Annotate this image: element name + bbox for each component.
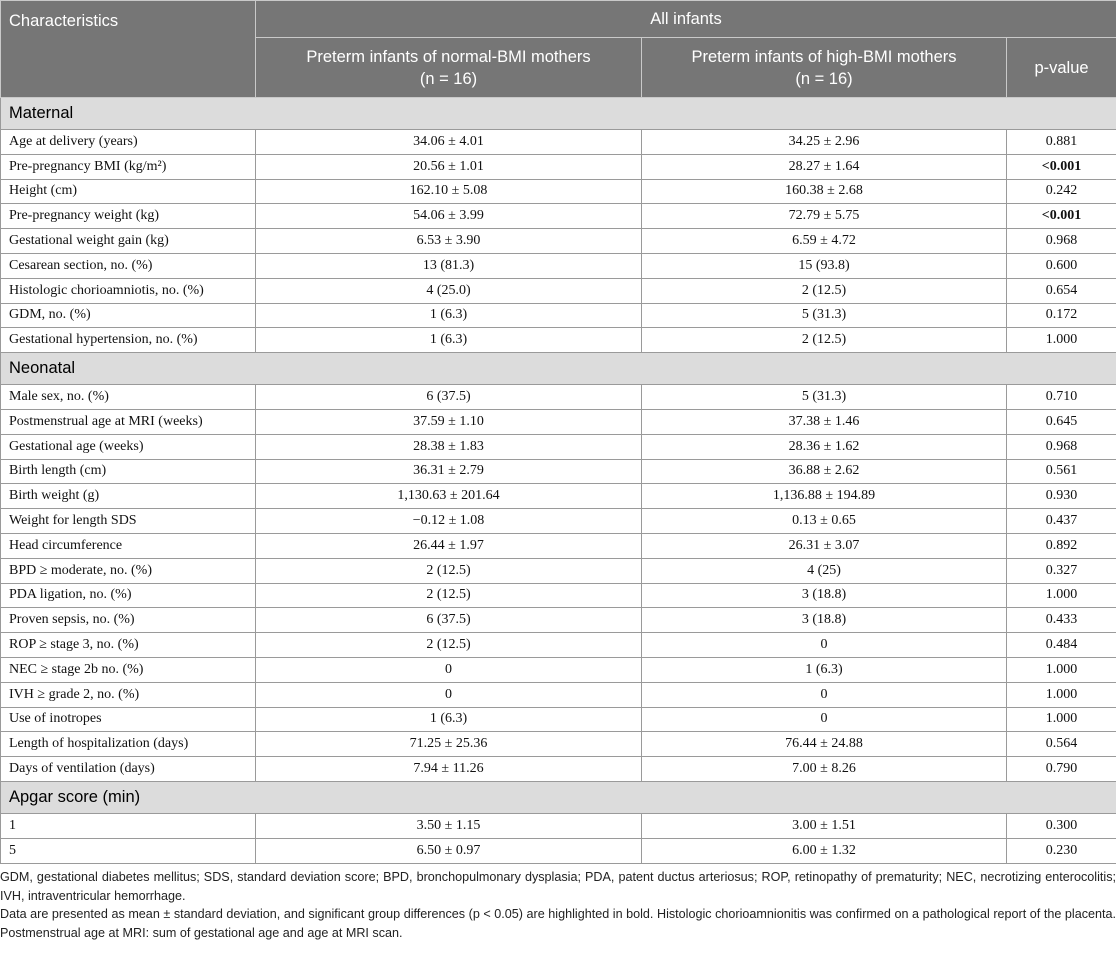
high-bmi-value: 3.00 ± 1.51 — [642, 813, 1007, 838]
p-value: 0.300 — [1007, 813, 1116, 838]
table-row — [1, 583, 1116, 608]
p-value: 0.172 — [1007, 303, 1116, 328]
table-row — [1, 608, 1116, 633]
high-bmi-value: 15 (93.8) — [642, 253, 1007, 278]
section-header-row — [1, 98, 1116, 130]
high-bmi-value: 0.13 ± 0.65 — [642, 509, 1007, 534]
normal-bmi-value: 0 — [256, 657, 642, 682]
p-value: 1.000 — [1007, 682, 1116, 707]
table-row — [1, 179, 1116, 204]
table-row — [1, 253, 1116, 278]
table-row — [1, 229, 1116, 254]
table-row — [1, 682, 1116, 707]
table-row — [1, 707, 1116, 732]
table-row — [1, 459, 1116, 484]
table-row — [1, 558, 1116, 583]
table-row — [1, 633, 1116, 658]
header-normal-bmi-n: (n = 16) — [419, 69, 478, 88]
p-value: 0.327 — [1007, 558, 1116, 583]
normal-bmi-value: 162.10 ± 5.08 — [256, 179, 642, 204]
p-value: 0.484 — [1007, 633, 1116, 658]
normal-bmi-value: 37.59 ± 1.10 — [256, 409, 642, 434]
p-value: <0.001 — [1007, 154, 1116, 179]
normal-bmi-value: 6 (37.5) — [256, 608, 642, 633]
high-bmi-value: 0 — [642, 682, 1007, 707]
section-title: Apgar score (min) — [1, 781, 1116, 813]
table-row — [1, 303, 1116, 328]
p-value: <0.001 — [1007, 204, 1116, 229]
p-value: 1.000 — [1007, 657, 1116, 682]
high-bmi-value: 1 (6.3) — [642, 657, 1007, 682]
p-value: 0.437 — [1007, 509, 1116, 534]
normal-bmi-value: 7.94 ± 11.26 — [256, 757, 642, 782]
table-row — [1, 409, 1116, 434]
row-label: Cesarean section, no. (%) — [1, 253, 256, 278]
high-bmi-value: 160.38 ± 2.68 — [642, 179, 1007, 204]
p-value: 0.930 — [1007, 484, 1116, 509]
table-row — [1, 533, 1116, 558]
normal-bmi-value: 4 (25.0) — [256, 278, 642, 303]
header-high-bmi — [642, 38, 1007, 98]
table-body — [1, 98, 1116, 864]
table-row — [1, 204, 1116, 229]
row-label: 5 — [1, 838, 256, 863]
table-row — [1, 657, 1116, 682]
section-title: Maternal — [1, 98, 1116, 130]
row-label: Length of hospitalization (days) — [1, 732, 256, 757]
row-label: NEC ≥ stage 2b no. (%) — [1, 657, 256, 682]
high-bmi-value: 6.59 ± 4.72 — [642, 229, 1007, 254]
row-label: Proven sepsis, no. (%) — [1, 608, 256, 633]
p-value: 0.968 — [1007, 434, 1116, 459]
table-row — [1, 130, 1116, 155]
row-label: 1 — [1, 813, 256, 838]
high-bmi-value: 7.00 ± 8.26 — [642, 757, 1007, 782]
row-label: Height (cm) — [1, 179, 256, 204]
normal-bmi-value: 6.53 ± 3.90 — [256, 229, 642, 254]
header-all-infants: All infants — [256, 1, 1116, 38]
p-value: 0.654 — [1007, 278, 1116, 303]
normal-bmi-value: 6 (37.5) — [256, 385, 642, 410]
row-label: Gestational weight gain (kg) — [1, 229, 256, 254]
table-row — [1, 484, 1116, 509]
high-bmi-value: 28.36 ± 1.62 — [642, 434, 1007, 459]
high-bmi-value: 72.79 ± 5.75 — [642, 204, 1007, 229]
row-label: BPD ≥ moderate, no. (%) — [1, 558, 256, 583]
p-value: 0.561 — [1007, 459, 1116, 484]
row-label: PDA ligation, no. (%) — [1, 583, 256, 608]
row-label: Gestational hypertension, no. (%) — [1, 328, 256, 353]
high-bmi-value: 4 (25) — [642, 558, 1007, 583]
normal-bmi-value: 1 (6.3) — [256, 303, 642, 328]
high-bmi-value: 76.44 ± 24.88 — [642, 732, 1007, 757]
row-label: Use of inotropes — [1, 707, 256, 732]
footnote-data-notes: Data are presented as mean ± standard deviation, and significant group differences (p < 0.05) are highlighted in bold. Histologic chorioamnionitis was confirmed on a pathological report of the placenta. Postmenstrual age at MRI: sum of gestational age and age at MRI scan. — [0, 907, 1116, 940]
p-value: 0.645 — [1007, 409, 1116, 434]
p-value: 1.000 — [1007, 707, 1116, 732]
footnote-abbreviations: GDM, gestational diabetes mellitus; SDS, standard deviation score; BPD, bronchopulmonary dysplasia; PDA, patent ductus arteriosus; ROP, retinopathy of prematurity; NEC, necrotizing enterocolitis; IVH, intraventricular hemorrhage. — [0, 870, 1116, 903]
section-header-row — [1, 781, 1116, 813]
row-label: Gestational age (weeks) — [1, 434, 256, 459]
section-title: Neonatal — [1, 353, 1116, 385]
header-normal-bmi-label: Preterm infants of normal-BMI mothers — [306, 47, 591, 66]
row-label: Birth weight (g) — [1, 484, 256, 509]
row-label: Histologic chorioamniotis, no. (%) — [1, 278, 256, 303]
row-label: ROP ≥ stage 3, no. (%) — [1, 633, 256, 658]
high-bmi-value: 0 — [642, 633, 1007, 658]
high-bmi-value: 2 (12.5) — [642, 328, 1007, 353]
high-bmi-value: 37.38 ± 1.46 — [642, 409, 1007, 434]
row-label: Days of ventilation (days) — [1, 757, 256, 782]
high-bmi-value: 28.27 ± 1.64 — [642, 154, 1007, 179]
normal-bmi-value: 1,130.63 ± 201.64 — [256, 484, 642, 509]
normal-bmi-value: 1 (6.3) — [256, 707, 642, 732]
high-bmi-value: 3 (18.8) — [642, 583, 1007, 608]
high-bmi-value: 34.25 ± 2.96 — [642, 130, 1007, 155]
normal-bmi-value: 0 — [256, 682, 642, 707]
normal-bmi-value: 28.38 ± 1.83 — [256, 434, 642, 459]
p-value: 0.881 — [1007, 130, 1116, 155]
p-value: 0.564 — [1007, 732, 1116, 757]
normal-bmi-value: 3.50 ± 1.15 — [256, 813, 642, 838]
header-characteristics: Characteristics — [1, 1, 256, 98]
header-normal-bmi — [256, 38, 642, 98]
table-row — [1, 278, 1116, 303]
normal-bmi-value: 26.44 ± 1.97 — [256, 533, 642, 558]
high-bmi-value: 2 (12.5) — [642, 278, 1007, 303]
p-value: 1.000 — [1007, 328, 1116, 353]
normal-bmi-value: 34.06 ± 4.01 — [256, 130, 642, 155]
table-row — [1, 434, 1116, 459]
table-footnotes — [0, 868, 1116, 942]
normal-bmi-value: 13 (81.3) — [256, 253, 642, 278]
high-bmi-value: 6.00 ± 1.32 — [642, 838, 1007, 863]
row-label: Postmenstrual age at MRI (weeks) — [1, 409, 256, 434]
high-bmi-value: 0 — [642, 707, 1007, 732]
high-bmi-value: 36.88 ± 2.62 — [642, 459, 1007, 484]
high-bmi-value: 26.31 ± 3.07 — [642, 533, 1007, 558]
table-row — [1, 838, 1116, 863]
header-high-bmi-n: (n = 16) — [795, 69, 853, 88]
normal-bmi-value: 71.25 ± 25.36 — [256, 732, 642, 757]
table-row — [1, 757, 1116, 782]
p-value: 0.892 — [1007, 533, 1116, 558]
table-row — [1, 732, 1116, 757]
p-value: 0.600 — [1007, 253, 1116, 278]
normal-bmi-value: 2 (12.5) — [256, 583, 642, 608]
normal-bmi-value: 2 (12.5) — [256, 558, 642, 583]
p-value: 0.433 — [1007, 608, 1116, 633]
high-bmi-value: 5 (31.3) — [642, 303, 1007, 328]
p-value: 0.790 — [1007, 757, 1116, 782]
table-row — [1, 154, 1116, 179]
row-label: Pre-pregnancy weight (kg) — [1, 204, 256, 229]
row-label: GDM, no. (%) — [1, 303, 256, 328]
normal-bmi-value: 54.06 ± 3.99 — [256, 204, 642, 229]
header-high-bmi-label: Preterm infants of high-BMI mothers — [691, 47, 957, 66]
normal-bmi-value: 6.50 ± 0.97 — [256, 838, 642, 863]
normal-bmi-value: 36.31 ± 2.79 — [256, 459, 642, 484]
table-row — [1, 385, 1116, 410]
normal-bmi-value: 20.56 ± 1.01 — [256, 154, 642, 179]
table-row — [1, 509, 1116, 534]
row-label: Head circumference — [1, 533, 256, 558]
row-label: Weight for length SDS — [1, 509, 256, 534]
table-row — [1, 328, 1116, 353]
row-label: Pre-pregnancy BMI (kg/m²) — [1, 154, 256, 179]
table-header — [1, 1, 1116, 98]
p-value: 1.000 — [1007, 583, 1116, 608]
high-bmi-value: 5 (31.3) — [642, 385, 1007, 410]
row-label: Male sex, no. (%) — [1, 385, 256, 410]
header-p-value: p-value — [1007, 38, 1116, 98]
p-value: 0.710 — [1007, 385, 1116, 410]
normal-bmi-value: −0.12 ± 1.08 — [256, 509, 642, 534]
row-label: Birth length (cm) — [1, 459, 256, 484]
high-bmi-value: 1,136.88 ± 194.89 — [642, 484, 1007, 509]
normal-bmi-value: 1 (6.3) — [256, 328, 642, 353]
p-value: 0.230 — [1007, 838, 1116, 863]
table-row — [1, 813, 1116, 838]
row-label: Age at delivery (years) — [1, 130, 256, 155]
row-label: IVH ≥ grade 2, no. (%) — [1, 682, 256, 707]
p-value: 0.242 — [1007, 179, 1116, 204]
high-bmi-value: 3 (18.8) — [642, 608, 1007, 633]
normal-bmi-value: 2 (12.5) — [256, 633, 642, 658]
p-value: 0.968 — [1007, 229, 1116, 254]
section-header-row — [1, 353, 1116, 385]
